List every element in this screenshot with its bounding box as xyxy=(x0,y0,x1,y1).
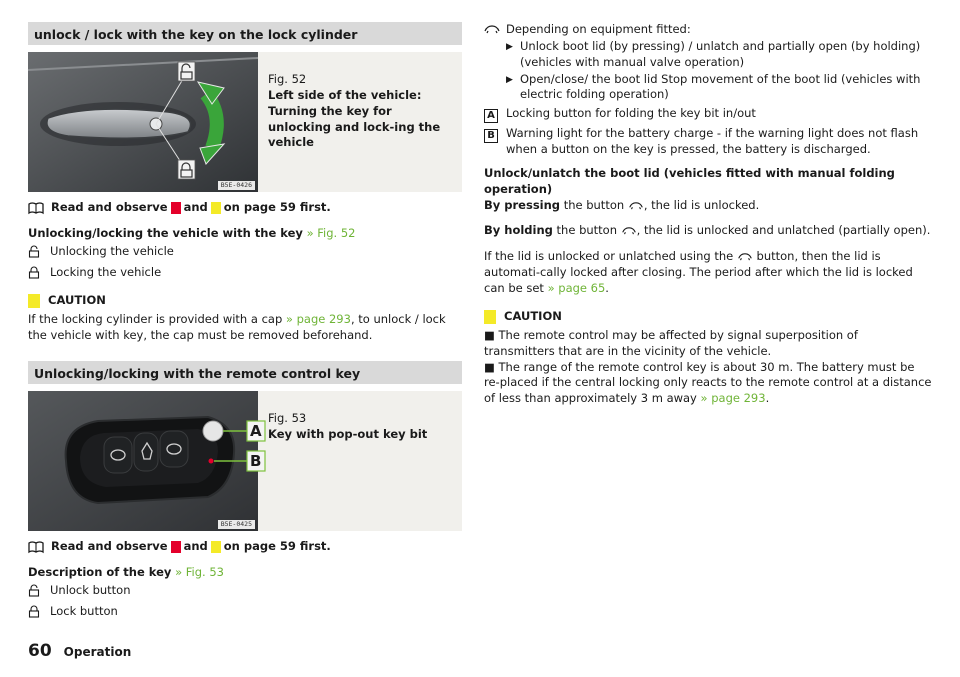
figure-title: Key with pop-out key bit xyxy=(268,426,428,441)
figure-code: B5E-0426 xyxy=(218,181,255,190)
read-suffix: on page 59 first. xyxy=(223,539,331,554)
figure-53-caption xyxy=(258,391,437,531)
list-item: Unlock button xyxy=(28,583,462,602)
list-item: Locking the vehicle xyxy=(28,265,462,284)
page-293-link[interactable]: » page 293 xyxy=(285,312,351,327)
figure-52-image xyxy=(28,52,258,192)
caution-icon xyxy=(484,310,496,324)
caution-block-2: CAUTION ■ The remote control may be affected by signal superposition of transmitters that are in the vicinity of the vehicle. ■ The range of the remote control key is about 30 m. The battery must be re-placed if the central locking only reacts to the remote control at a distance of less than approximately 3 m away » page 293. xyxy=(484,308,932,406)
list-item-boot: Depending on equipment fitted: ▶ Unlock boot lid (by pressing) / unlatch and partially open (by holding) (vehicles with manual valve operation) ▶ Open/close/ the boot lid Stop movement of the boot lid (vehicles with electric folding operation) xyxy=(484,22,932,103)
fig-52-link[interactable]: » Fig. 52 xyxy=(306,225,356,240)
square-bullet-icon: ■ xyxy=(484,327,499,342)
figure-number: Fig. 52 xyxy=(268,72,307,86)
remote-key-illustration xyxy=(28,391,258,531)
section-heading-remote: Unlocking/locking with the remote control key xyxy=(28,361,462,384)
by-holding-text: By holding the button , the lid is unlocked and unlatched (partially open). xyxy=(484,223,931,238)
square-bullet-icon: ■ xyxy=(484,359,499,374)
caution-text: If the locking cylinder is provided with a cap » page 293, to unlock / lock the vehicle with key, the cap must be removed beforehand. xyxy=(28,312,446,343)
boot-lid-icon xyxy=(621,226,637,235)
by-pressing-text: By pressing the button , the lid is unlocked. xyxy=(484,197,760,212)
sub-bullet: ▶ Open/close/ the boot lid Stop movement of the boot lid (vehicles with electric folding operation) xyxy=(506,71,921,102)
unlatch-heading: Unlock/unlatch the boot lid (vehicles fitted with manual folding operation) xyxy=(484,165,895,196)
read-prefix: Read and observe xyxy=(51,539,168,554)
lock-icon xyxy=(28,604,50,623)
arrow-right-icon: ▶ xyxy=(506,41,513,52)
caution-block-1: CAUTION If the locking cylinder is provided with a cap » page 293, to unlock / lock the vehicle with key, the cap must be removed beforehand. xyxy=(28,293,462,344)
warning-red-icon xyxy=(171,541,181,553)
caution-icon xyxy=(28,294,40,308)
figure-label-b: B xyxy=(250,452,262,471)
figure-code: B5E-0425 xyxy=(218,520,255,529)
caution-bullet: ■ The remote control may be affected by signal superposition of transmitters that are in the vicinity of the vehicle. xyxy=(484,327,858,358)
boot-lid-icon xyxy=(737,252,753,261)
list-item-a: A Locking button for folding the key bit in/out xyxy=(484,106,932,123)
caution-bullet: ■ The range of the remote control key is about 30 m. The battery must be re-placed if the central locking only reacts to the remote control at a distance of less than approximately 3 m away » page 293. xyxy=(484,359,932,406)
figure-53-image xyxy=(28,391,262,531)
unlock-icon xyxy=(28,583,50,602)
list-item-b: B Warning light for the battery charge - if the warning light does not flash when a button on the key is pressed, the battery is discharged. xyxy=(484,126,932,158)
label-a-box: A xyxy=(484,109,498,123)
read-suffix: on page 59 first. xyxy=(223,200,331,214)
figure-number: Fig. 53 xyxy=(268,411,307,426)
book-icon xyxy=(28,541,44,553)
list-item: Lock button xyxy=(28,604,462,623)
warning-red-icon xyxy=(171,202,181,214)
read-mid: and xyxy=(183,539,208,554)
figure-52 xyxy=(28,52,462,192)
figure-53 xyxy=(28,391,462,531)
fig-53-link[interactable]: » Fig. 53 xyxy=(175,564,224,579)
label-b-box: B xyxy=(484,129,498,143)
read-and-observe-line xyxy=(28,539,462,555)
section-heading-key-cylinder: unlock / lock with the key on the lock cylinder xyxy=(28,22,462,45)
warning-yellow-icon xyxy=(211,541,221,553)
list-item: Unlocking the vehicle xyxy=(28,244,462,263)
book-icon xyxy=(28,202,44,214)
intro-key-cylinder: Unlocking/locking the vehicle with the key » Fig. 52 xyxy=(28,225,356,240)
page-number: 60 xyxy=(28,641,52,661)
door-handle-illustration xyxy=(28,52,258,192)
page-65-link[interactable]: » page 65 xyxy=(547,281,606,296)
page-footer xyxy=(28,640,131,663)
intro-key-description: Description of the key » Fig. 53 xyxy=(28,564,224,579)
read-prefix: Read and observe xyxy=(51,200,168,214)
footer-section-name: Operation xyxy=(63,645,132,659)
right-column xyxy=(484,22,932,407)
read-and-observe-line xyxy=(28,200,462,216)
figure-label-a: A xyxy=(250,422,262,441)
auto-lock-paragraph: If the lid is unlocked or unlatched using the button, then the lid is automati-cally locked after closing. The period after which the lid is locked can be set » page 65. xyxy=(484,249,913,296)
page-293-link[interactable]: » page 293 xyxy=(700,391,766,406)
boot-lid-icon xyxy=(484,22,506,39)
left-column xyxy=(28,22,462,622)
sub-bullet: ▶ Unlock boot lid (by pressing) / unlatch and partially open (by holding) (vehicles with manual valve operation) xyxy=(506,38,921,69)
arrow-right-icon: ▶ xyxy=(506,74,513,85)
read-mid: and xyxy=(183,200,208,214)
unlock-icon xyxy=(28,244,50,263)
figure-52-caption xyxy=(258,52,462,192)
figure-title: Left side of the vehicle: Turning the key for unlocking and lock-ing the vehicle xyxy=(268,87,441,150)
lock-icon xyxy=(28,265,50,284)
warning-yellow-icon xyxy=(211,202,221,214)
boot-lid-icon xyxy=(628,201,644,210)
